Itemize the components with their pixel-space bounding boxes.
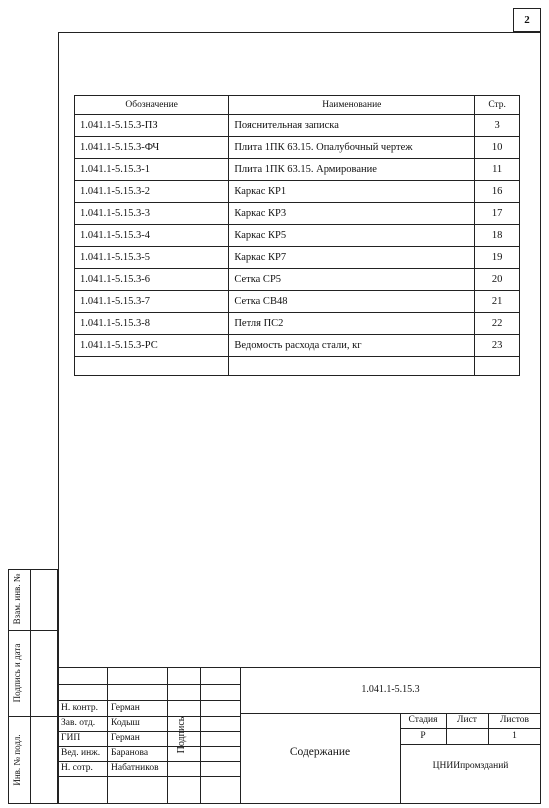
designation-cell: 1.041.1-5.15.3-РС (75, 335, 229, 357)
designation-cell: 1.041.1-5.15.3-ПЗ (75, 115, 229, 137)
role-cell: ГИП (61, 733, 81, 743)
name-cell: Плита 1ПК 63.15. Опалубочный чертеж (229, 137, 475, 159)
designation-cell: 1.041.1-5.15.3-3 (75, 203, 229, 225)
table-row-empty (75, 357, 520, 376)
page-cell: 3 (475, 115, 520, 137)
contents-header-row (75, 96, 520, 115)
sheet-title: Содержание (289, 746, 351, 758)
page-cell: 17 (475, 203, 520, 225)
name-cell: Пояснительная записка (229, 115, 475, 137)
role-cell: Зав. отд. (61, 718, 96, 728)
designation-cell: 1.041.1-5.15.3-1 (75, 159, 229, 181)
table-row (75, 313, 520, 335)
table-row (75, 159, 520, 181)
designation-cell: 1.041.1-5.15.3-6 (75, 269, 229, 291)
role-cell: Н. контр. (61, 703, 98, 713)
table-row (75, 203, 520, 225)
page-cell: 22 (475, 313, 520, 335)
signatory-name: Кодыш (111, 718, 140, 728)
table-row (75, 115, 520, 137)
name-cell: Сетка СР5 (229, 269, 475, 291)
signatory-name: Набатников (111, 763, 159, 773)
name-cell: Каркас КР7 (229, 247, 475, 269)
name-cell: Каркас КР1 (229, 181, 475, 203)
name-cell: Каркас КР3 (229, 203, 475, 225)
sheet-label: Лист (457, 715, 477, 725)
organization-name: ЦНИИпромзданий (432, 761, 509, 771)
table-row (75, 269, 520, 291)
sign-date-label: Подпись и дата (12, 643, 22, 703)
page-cell: 18 (475, 225, 520, 247)
name-header: Наименование (229, 96, 475, 115)
signatory-name: Герман (111, 703, 140, 713)
table-row (75, 335, 520, 357)
name-cell: Сетка СВ48 (229, 291, 475, 313)
page-cell: 20 (475, 269, 520, 291)
role-cell: Н. сотр. (61, 763, 93, 773)
table-row (75, 247, 520, 269)
table-row (75, 225, 520, 247)
designation-header: Обозначение (75, 96, 229, 115)
name-cell: Каркас КР5 (229, 225, 475, 247)
replaced-inv-label: Взам. инв. № (12, 573, 22, 625)
inv-no-orig-label: Инв. № подл. (12, 734, 22, 786)
table-row (75, 291, 520, 313)
designation-cell: 1.041.1-5.15.3-7 (75, 291, 229, 313)
name-cell: Петля ПС2 (229, 313, 475, 335)
name-cell: Ведомость расхода стали, кг (229, 335, 475, 357)
name-cell: Плита 1ПК 63.15. Армирование (229, 159, 475, 181)
designation-cell: 1.041.1-5.15.3-5 (75, 247, 229, 269)
page-cell: 19 (475, 247, 520, 269)
page-cell: 10 (475, 137, 520, 159)
stage-label: Стадия (408, 715, 438, 725)
page-cell: 16 (475, 181, 520, 203)
page-cell: 21 (475, 291, 520, 313)
signature-label: Подпись (176, 716, 187, 754)
page-cell: 23 (475, 335, 520, 357)
signatory-name: Баранова (111, 748, 149, 758)
table-row (75, 181, 520, 203)
role-cell: Вед. инж. (61, 748, 101, 758)
contents-table (74, 95, 520, 376)
table-row (75, 137, 520, 159)
stage-value: Р (420, 731, 426, 741)
page-header: Стр. (475, 96, 520, 115)
signatory-name: Герман (111, 733, 140, 743)
page-number: 2 (513, 8, 541, 32)
designation-cell: 1.041.1-5.15.3-8 (75, 313, 229, 335)
designation-cell: 1.041.1-5.15.3-4 (75, 225, 229, 247)
sheets-label: Листов (499, 715, 529, 725)
page-cell: 11 (475, 159, 520, 181)
designation-cell: 1.041.1-5.15.3-ФЧ (75, 137, 229, 159)
document-code: 1.041.1-5.15.3 (361, 684, 420, 695)
sheets-value: 1 (512, 731, 517, 741)
designation-cell: 1.041.1-5.15.3-2 (75, 181, 229, 203)
